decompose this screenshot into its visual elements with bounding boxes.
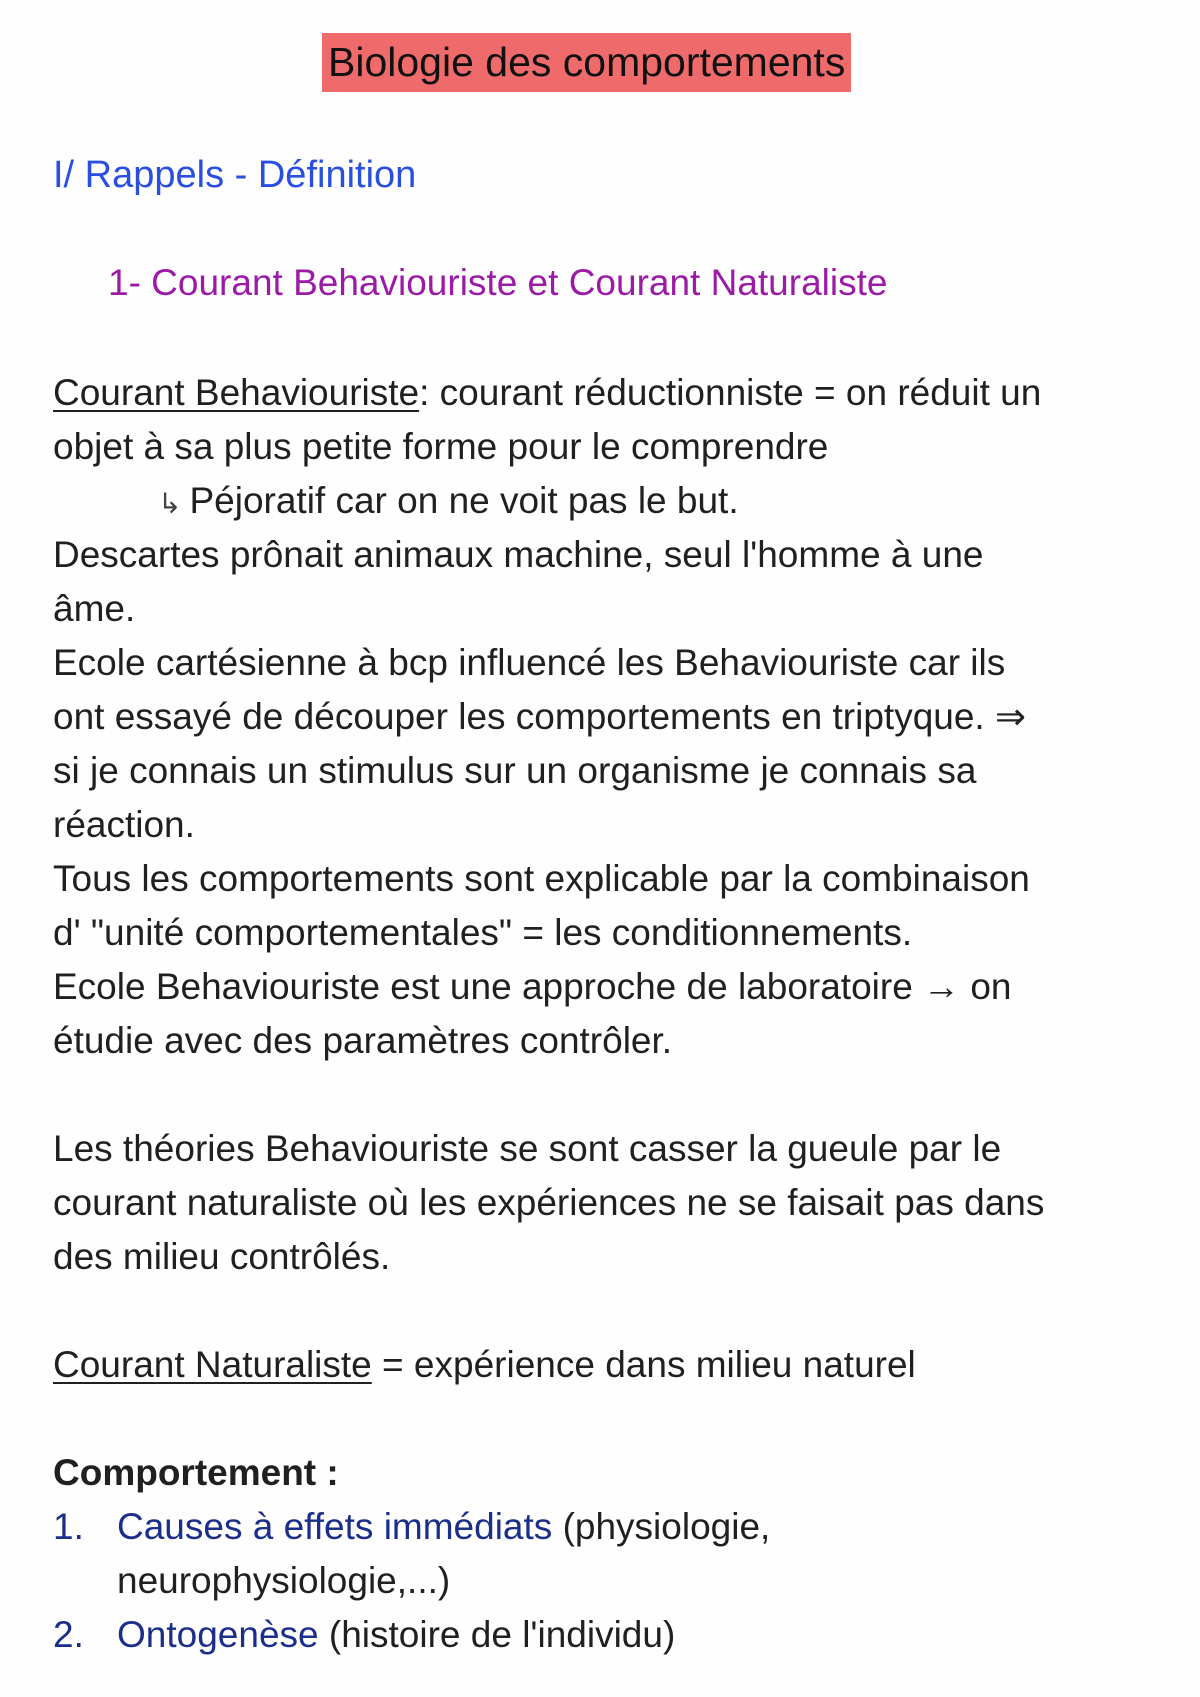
paragraph-line: objet à sa plus petite forme pour le comprendre [53, 426, 829, 467]
return-arrow-icon: ↳ [158, 488, 182, 519]
list-item: Ontogenèse (histoire de l'individu) [117, 1614, 676, 1655]
list-number: 1. [53, 1506, 84, 1547]
term-behaviouriste: Courant Behaviouriste [53, 372, 420, 413]
comportement-heading: Comportement : [53, 1452, 339, 1493]
paragraph-line: ↳ Péjoratif car on ne voit pas le but. [158, 480, 739, 521]
paragraph-line: d' "unité comportementales" = les conditionnements. [53, 912, 913, 953]
paragraph-line: courant naturaliste où les expériences ne se faisait pas dans [53, 1182, 1045, 1223]
paragraph-line: Courant Naturaliste = expérience dans milieu naturel [53, 1344, 916, 1385]
section-heading: I/ Rappels - Définition [53, 154, 417, 196]
paragraph-line: Ecole Behaviouriste est une approche de laboratoire → on [53, 966, 1012, 1007]
paragraph-line: étudie avec des paramètres contrôler. [53, 1020, 673, 1061]
paragraph-line: Ecole cartésienne à bcp influencé les Behaviouriste car ils [53, 642, 1006, 683]
paragraph-line: ont essayé de découper les comportements en triptyque. ⇒ [53, 696, 1026, 737]
subsection-heading: 1- Courant Behaviouriste et Courant Naturaliste [108, 262, 888, 303]
paragraph-line: Les théories Behaviouriste se sont casser la gueule par le [53, 1128, 1002, 1169]
document-title: Biologie des comportements [322, 33, 851, 92]
list-item-continuation: neurophysiologie,...) [117, 1560, 451, 1601]
paragraph-line: Descartes prônait animaux machine, seul l'homme à une [53, 534, 984, 575]
paragraph-line: Courant Behaviouriste: courant réductionniste = on réduit un [53, 372, 1042, 413]
paragraph-line: réaction. [53, 804, 195, 845]
list-number: 2. [53, 1614, 84, 1655]
term-naturaliste: Courant Naturaliste [53, 1344, 372, 1385]
paragraph-line: des milieu contrôlés. [53, 1236, 391, 1277]
paragraph-line: Tous les comportements sont explicable par la combinaison [53, 858, 1030, 899]
paragraph-line: âme. [53, 588, 136, 629]
list-item: Causes à effets immédiats (physiologie, [117, 1506, 771, 1547]
paragraph-line: si je connais un stimulus sur un organisme je connais sa [53, 750, 977, 791]
